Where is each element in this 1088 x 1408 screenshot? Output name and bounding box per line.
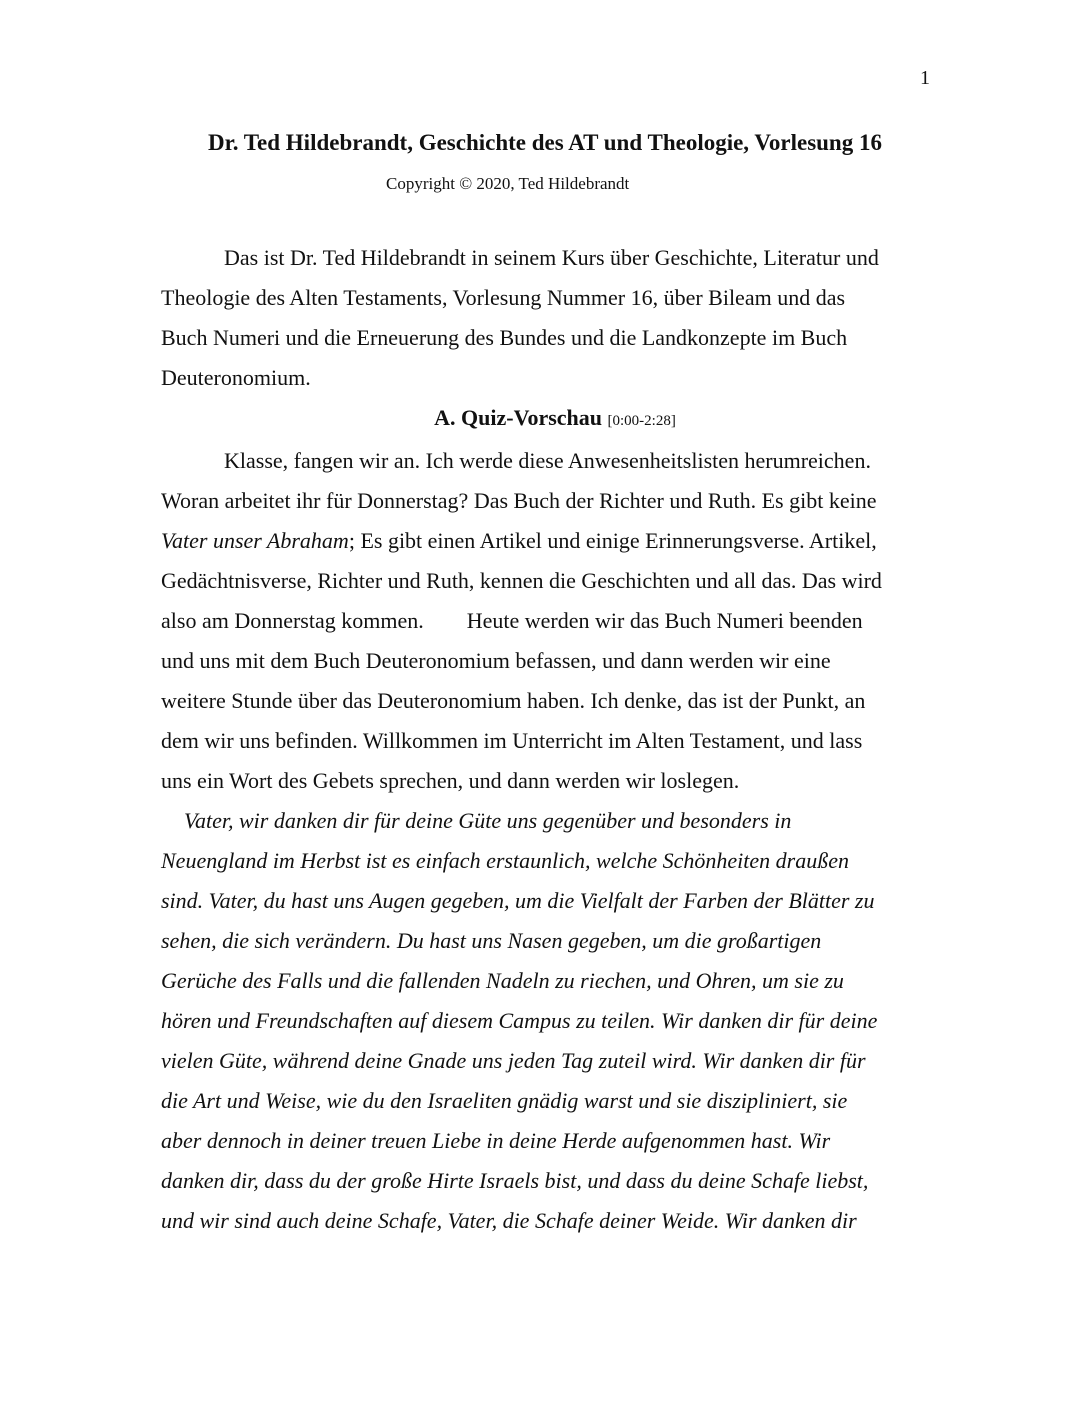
text-line: Gedächtnisverse, Richter und Ruth, kennen die Geschichten und all das. Das wird — [161, 568, 882, 593]
page-number: 1 — [920, 67, 930, 89]
text-line: uns ein Wort des Gebets sprechen, und dann werden wir loslegen. — [161, 768, 740, 793]
section-heading-text: A. Quiz-Vorschau — [434, 405, 603, 430]
text-line: weitere Stunde über das Deuteronomium haben. Ich denke, das ist der Punkt, an — [161, 688, 866, 713]
text-line: dem wir uns befinden. Willkommen im Unterricht im Alten Testament, und lass — [161, 728, 863, 753]
prayer-line: vielen Güte, während deine Gnade uns jeden Tag zuteil wird. Wir danken dir für — [161, 1048, 866, 1073]
text-line: Deuteronomium. — [161, 365, 311, 390]
book-title-italic: Vater unser Abraham — [161, 528, 349, 553]
text-line: Buch Numeri und die Erneuerung des Bundes und die Landkonzepte im Buch — [161, 325, 848, 350]
text-fragment: ; Es gibt einen Artikel und einige Erinnerungsverse. Artikel, — [348, 528, 877, 553]
text-fragment: also am Donnerstag kommen. — [161, 608, 424, 633]
document-title: Dr. Ted Hildebrandt, Geschichte des AT und Theologie, Vorlesung 16 — [208, 130, 882, 155]
text-line: Theologie des Alten Testaments, Vorlesung Nummer 16, über Bileam und das — [161, 285, 846, 310]
text-line — [161, 521, 931, 561]
prayer-line: hören und Freundschaften auf diesem Campus zu teilen. Wir danken dir für deine — [161, 1008, 878, 1033]
prayer-line: Vater, wir danken dir für deine Güte uns gegenüber und besonders in — [184, 808, 792, 833]
prayer-line: danken dir, dass du der große Hirte Israels bist, und dass du deine Schafe liebst, — [161, 1168, 869, 1193]
text-line: und uns mit dem Buch Deuteronomium befassen, und dann werden wir eine — [161, 648, 831, 673]
prayer-line: Neuengland im Herbst ist es einfach erstaunlich, welche Schönheiten draußen — [161, 848, 849, 873]
text-line — [161, 601, 931, 641]
text-line: Das ist Dr. Ted Hildebrandt in seinem Kurs über Geschichte, Literatur und — [224, 245, 879, 270]
lecture-paragraph — [161, 441, 931, 801]
prayer-line: und wir sind auch deine Schafe, Vater, die Schafe deiner Weide. Wir danken dir — [161, 1208, 857, 1233]
section-heading — [161, 398, 931, 441]
section-timestamp: [0:00-2:28] — [607, 413, 676, 429]
copyright-notice: Copyright © 2020, Ted Hildebrandt — [386, 174, 630, 193]
intro-paragraph — [161, 238, 931, 398]
document-body — [161, 238, 931, 1241]
text-line: Woran arbeitet ihr für Donnerstag? Das Buch der Richter und Ruth. Es gibt keine — [161, 488, 877, 513]
text-fragment: Heute werden wir das Buch Numeri beenden — [466, 608, 863, 633]
prayer-line: die Art und Weise, wie du den Israeliten gnädig warst und sie diszipliniert, sie — [161, 1088, 848, 1113]
prayer-line: sehen, die sich verändern. Du hast uns Nasen gegeben, um die großartigen — [161, 928, 822, 953]
prayer-line: aber dennoch in deiner treuen Liebe in deine Herde aufgenommen hast. Wir — [161, 1128, 831, 1153]
prayer-line: Gerüche des Falls und die fallenden Nadeln zu riechen, und Ohren, um sie zu — [161, 968, 844, 993]
prayer-line: sind. Vater, du hast uns Augen gegeben, um die Vielfalt der Farben der Blätter zu — [161, 888, 875, 913]
text-line: Klasse, fangen wir an. Ich werde diese Anwesenheitslisten herumreichen. — [224, 448, 871, 473]
prayer-paragraph — [161, 801, 931, 1241]
